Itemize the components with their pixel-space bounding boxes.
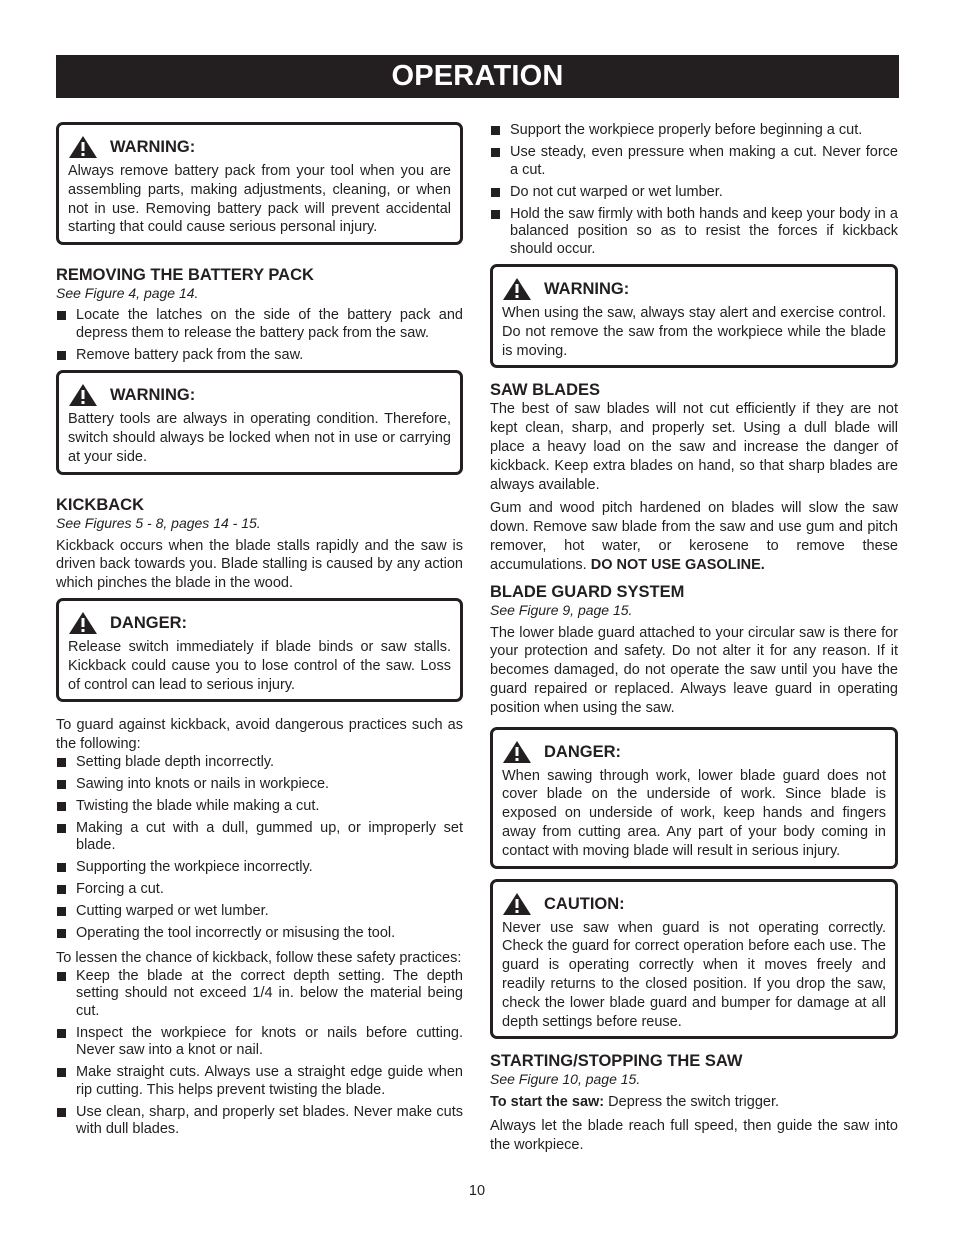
caution-label: CAUTION:: [544, 894, 625, 913]
list-item: Use clean, sharp, and properly set blades. Never make cuts with dull blades.: [56, 1104, 463, 1139]
warning-text: When using the saw, always stay alert and exercise control. Do not remove the saw from the workpiece while the blade is moving.: [502, 305, 886, 359]
warning-text: Battery tools are always in operating condition. Therefore, switch should always be locked when not in use or carrying at your side.: [68, 411, 451, 465]
caution-box: [490, 879, 898, 1040]
danger-box: [490, 727, 898, 869]
guard-paragraph: The lower blade guard attached to your circular saw is there for your protection and safety. Do not alter it for any reason. If it becomes damaged, do not operate the saw until you have the guard repaired or replaced. Always leave guard in operating position when using the saw.: [490, 624, 898, 716]
figure-reference: See Figure 4, page 14.: [56, 285, 199, 302]
removing-list: [56, 307, 463, 364]
start-instruction: To start the saw: Depress the switch trigger.: [490, 1094, 780, 1111]
list-item: Forcing a cut.: [56, 881, 463, 899]
warning-box: [56, 370, 463, 474]
warning-label: WARNING:: [110, 138, 196, 156]
guard-intro: To guard against kickback, avoid dangerous practices such as the following:: [56, 717, 463, 753]
blades-paragraph-1: The best of saw blades will not cut efficiently if they are not kept clean, sharp, and properly set. Using a dull blade will place a heavy load on the saw and increase the danger of kickback. Keep extra blades on hand, so that sharp blades are always available.: [490, 401, 898, 493]
section-title-removing: REMOVING THE BATTERY PACK: [56, 266, 314, 285]
figure-reference: See Figure 9, page 15.: [490, 601, 633, 618]
warning-triangle-icon: [68, 611, 98, 635]
section-title-blade-guard: BLADE GUARD SYSTEM: [490, 582, 685, 601]
danger-text: Release switch immediately if blade binds or saw stalls. Kickback could cause you to lose control of the saw. Loss of control can lead to serious injury.: [68, 638, 451, 693]
figure-reference: See Figures 5 - 8, pages 14 - 15.: [56, 514, 261, 531]
warning-box: [490, 264, 898, 368]
list-item: Inspect the workpiece for knots or nails before cutting. Never saw into a knot or nail.: [56, 1025, 463, 1060]
warning-triangle-icon: [68, 383, 98, 407]
list-item: Making a cut with a dull, gummed up, or improperly set blade.: [56, 820, 463, 855]
warning-triangle-icon: [502, 277, 532, 301]
safety-practices-list-continued: [490, 122, 898, 258]
list-item: Supporting the workpiece incorrectly.: [56, 859, 463, 877]
list-item: Setting blade depth incorrectly.: [56, 754, 463, 772]
gasoline-warning: DO NOT USE GASOLINE.: [590, 556, 765, 573]
dangerous-practices-list: [56, 754, 463, 943]
warning-label: WARNING:: [544, 280, 630, 298]
kickback-paragraph: Kickback occurs when the blade stalls rapidly and the saw is driven back towards you. Blade stalling is caused by any action which pinches the blade in the wood.: [56, 537, 463, 592]
danger-text: When sawing through work, lower blade guard does not cover blade on the underside of work. Since blade is exposed on underside of work, keep hands and fingers away from cutting area. Any part of your body coming in contact with moving blade will result in serious injury.: [502, 767, 886, 859]
safety-practices-list: [56, 968, 463, 1139]
list-item: Cutting warped or wet lumber.: [56, 903, 463, 921]
list-item: Support the workpiece properly before beginning a cut.: [490, 122, 898, 140]
section-title-starting-stopping: STARTING/STOPPING THE SAW: [490, 1052, 743, 1071]
figure-reference: See Figure 10, page 15.: [490, 1071, 641, 1088]
section-title-kickback: KICKBACK: [56, 495, 144, 514]
list-item: Do not cut warped or wet lumber.: [490, 184, 898, 202]
list-item: Operating the tool incorrectly or misusing the tool.: [56, 925, 463, 943]
warning-text: Always remove battery pack from your tool when you are assembling parts, making adjustments, cleaning, or when not in use. Removing battery pack will prevent accidental starting that could cause serious personal injury.: [68, 163, 451, 236]
warning-triangle-icon: [502, 892, 532, 916]
danger-label: DANGER:: [544, 742, 621, 761]
warning-triangle-icon: [68, 135, 98, 159]
warning-triangle-icon: [502, 740, 532, 764]
caution-text: Never use saw when guard is not operating correctly. Check the guard for correct operation before each use. The guard is operating correctly when it moves freely and readily returns to the closed position. If you drop the saw, check the lower blade guard and bumper for damage at all depth settings before reuse.: [502, 919, 886, 1030]
list-item: Hold the saw firmly with both hands and keep your body in a balanced position so as to resist the forces if kickback should occur.: [490, 206, 898, 259]
list-item: Remove battery pack from the saw.: [56, 347, 463, 365]
list-item: Sawing into knots or nails in workpiece.: [56, 776, 463, 794]
lessen-intro: To lessen the chance of kickback, follow these safety practices:: [56, 949, 462, 966]
left-column: [56, 122, 463, 1145]
page-number: 10: [468, 1183, 486, 1199]
danger-box: [56, 598, 463, 702]
warning-label: WARNING:: [110, 386, 196, 405]
list-item: Make straight cuts. Always use a straight edge guide when rip cutting. This helps prevent twisting the blade.: [56, 1064, 463, 1099]
warning-box: [56, 122, 463, 245]
blades-paragraph-2: Gum and wood pitch hardened on blades will slow the saw down. Remove saw blade from the saw and use gum and pitch remover, hot water, or kerosene to remove these accumulations. DO NOT USE GASOLINE.: [490, 500, 898, 573]
list-item: Twisting the blade while making a cut.: [56, 798, 463, 816]
start-paragraph: Always let the blade reach full speed, then guide the saw into the workpiece.: [490, 1118, 898, 1153]
page-header: OPERATION: [56, 55, 899, 98]
right-column: [490, 122, 898, 1160]
list-item: Locate the latches on the side of the battery pack and depress them to release the battery pack from the saw.: [56, 307, 463, 342]
list-item: Use steady, even pressure when making a cut. Never force a cut.: [490, 144, 898, 179]
list-item: Keep the blade at the correct depth setting. The depth setting should not exceed 1/4 in. below the material being cut.: [56, 968, 463, 1021]
section-title-saw-blades: SAW BLADES: [490, 381, 601, 400]
danger-label: DANGER:: [110, 613, 187, 632]
